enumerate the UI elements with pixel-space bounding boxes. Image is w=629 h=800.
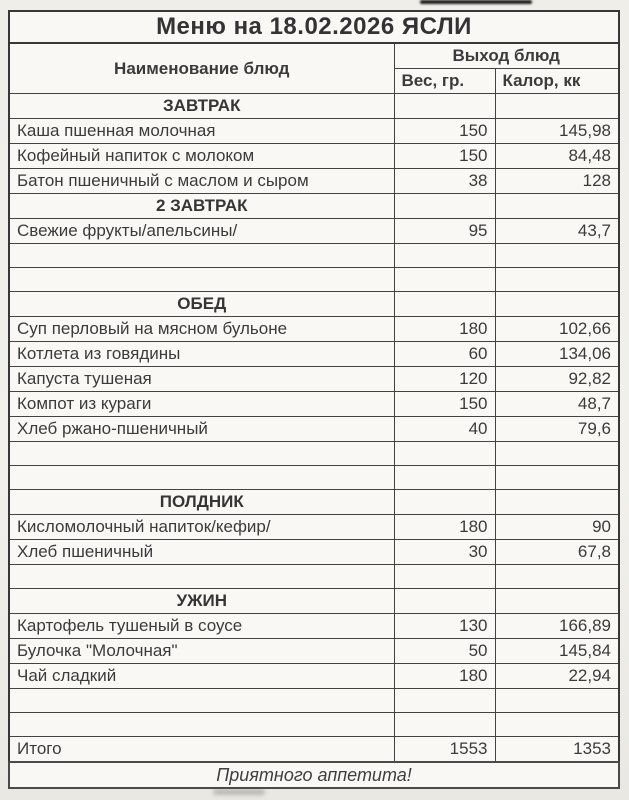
empty-row [9,565,619,589]
calories-cell [495,292,619,317]
dish-name-cell: Батон пшеничный с маслом и сыром [9,169,394,194]
weight-cell: 150 [394,144,495,169]
calories-cell: 166,89 [495,614,619,639]
header-row-group [9,43,619,69]
weight-cell [394,589,495,614]
menu-item-row [9,614,619,639]
weight-cell: 38 [394,169,495,194]
weight-cell: 50 [394,639,495,664]
menu-item-row [9,119,619,144]
calories-cell [495,589,619,614]
dish-name-cell: Кисломолочный напиток/кефир/ [9,515,394,540]
calories-cell [495,490,619,515]
column-header-output-group: Выход блюд [394,43,619,69]
menu-item-row [9,417,619,442]
weight-cell: 30 [394,540,495,565]
menu-item-row [9,639,619,664]
empty-row [9,713,619,737]
calories-cell [495,466,619,490]
dish-name-cell [9,466,394,490]
calories-cell [495,94,619,119]
calories-cell [495,244,619,268]
weight-cell: 150 [394,392,495,417]
section-header-row [9,292,619,317]
dish-name-cell: Кофейный напиток с молоком [9,144,394,169]
dish-name-cell: Итого [9,737,394,763]
weight-cell: 60 [394,342,495,367]
weight-cell [394,490,495,515]
menu-table-header [9,11,619,94]
calories-cell: 67,8 [495,540,619,565]
section-label: УЖИН [9,589,394,614]
empty-row [9,689,619,713]
column-header-weight: Вес, гр. [394,69,495,94]
dish-name-cell: Чай сладкий [9,664,394,689]
menu-item-row [9,144,619,169]
menu-item-row [9,540,619,565]
dish-name-cell [9,268,394,292]
calories-cell: 102,66 [495,317,619,342]
weight-cell: 1553 [394,737,495,763]
total-row [9,737,619,763]
section-label: 2 ЗАВТРАК [9,194,394,219]
weight-cell [394,194,495,219]
calories-cell: 22,94 [495,664,619,689]
section-label: ОБЕД [9,292,394,317]
weight-cell: 150 [394,119,495,144]
section-header-row [9,94,619,119]
weight-cell [394,466,495,490]
page-title: Меню на 18.02.2026 ЯСЛИ [9,11,619,43]
menu-item-row [9,169,619,194]
dish-name-cell: Капуста тушеная [9,367,394,392]
calories-cell: 90 [495,515,619,540]
weight-cell: 130 [394,614,495,639]
menu-item-row [9,515,619,540]
weight-cell [394,292,495,317]
dish-name-cell [9,244,394,268]
calories-cell: 43,7 [495,219,619,244]
section-header-row [9,490,619,515]
calories-cell: 79,6 [495,417,619,442]
calories-cell: 1353 [495,737,619,763]
weight-cell [394,713,495,737]
weight-cell [394,689,495,713]
calories-cell [495,565,619,589]
title-row [9,11,619,43]
calories-cell: 134,06 [495,342,619,367]
weight-cell: 180 [394,317,495,342]
weight-cell: 180 [394,664,495,689]
menu-item-row [9,317,619,342]
scan-artifact-bottom [213,789,265,795]
calories-cell: 145,98 [495,119,619,144]
dish-name-cell: Свежие фрукты/апельсины/ [9,219,394,244]
menu-item-row [9,664,619,689]
menu-item-row [9,367,619,392]
calories-cell [495,689,619,713]
empty-row [9,244,619,268]
dish-name-cell [9,689,394,713]
menu-table-footer [9,762,619,788]
dish-name-cell: Булочка "Молочная" [9,639,394,664]
scan-artifact-top [420,0,532,4]
section-header-row [9,589,619,614]
weight-cell [394,268,495,292]
empty-row [9,466,619,490]
weight-cell: 120 [394,367,495,392]
calories-cell: 128 [495,169,619,194]
weight-cell [394,94,495,119]
menu-item-row [9,392,619,417]
menu-table-body [9,94,619,763]
dish-name-cell: Компот из кураги [9,392,394,417]
weight-cell [394,442,495,466]
dish-name-cell: Каша пшенная молочная [9,119,394,144]
calories-cell [495,194,619,219]
dish-name-cell: Хлеб ржано-пшеничный [9,417,394,442]
dish-name-cell: Суп перловый на мясном бульоне [9,317,394,342]
column-header-name: Наименование блюд [9,43,394,94]
weight-cell: 180 [394,515,495,540]
column-header-calories: Калор, кк [495,69,619,94]
weight-cell [394,565,495,589]
section-header-row [9,194,619,219]
menu-item-row [9,342,619,367]
dish-name-cell [9,713,394,737]
weight-cell [394,244,495,268]
footer-note: Приятного аппетита! [9,762,619,788]
calories-cell [495,713,619,737]
empty-row [9,268,619,292]
menu-item-row [9,219,619,244]
dish-name-cell: Котлета из говядины [9,342,394,367]
calories-cell: 145,84 [495,639,619,664]
footer-row [9,762,619,788]
section-label: ПОЛДНИК [9,490,394,515]
calories-cell [495,442,619,466]
calories-cell: 48,7 [495,392,619,417]
calories-cell: 84,48 [495,144,619,169]
empty-row [9,442,619,466]
dish-name-cell: Картофель тушеный в соусе [9,614,394,639]
weight-cell: 95 [394,219,495,244]
dish-name-cell: Хлеб пшеничный [9,540,394,565]
menu-table [8,10,620,789]
section-label: ЗАВТРАК [9,94,394,119]
calories-cell: 92,82 [495,367,619,392]
dish-name-cell [9,442,394,466]
dish-name-cell [9,565,394,589]
weight-cell: 40 [394,417,495,442]
calories-cell [495,268,619,292]
